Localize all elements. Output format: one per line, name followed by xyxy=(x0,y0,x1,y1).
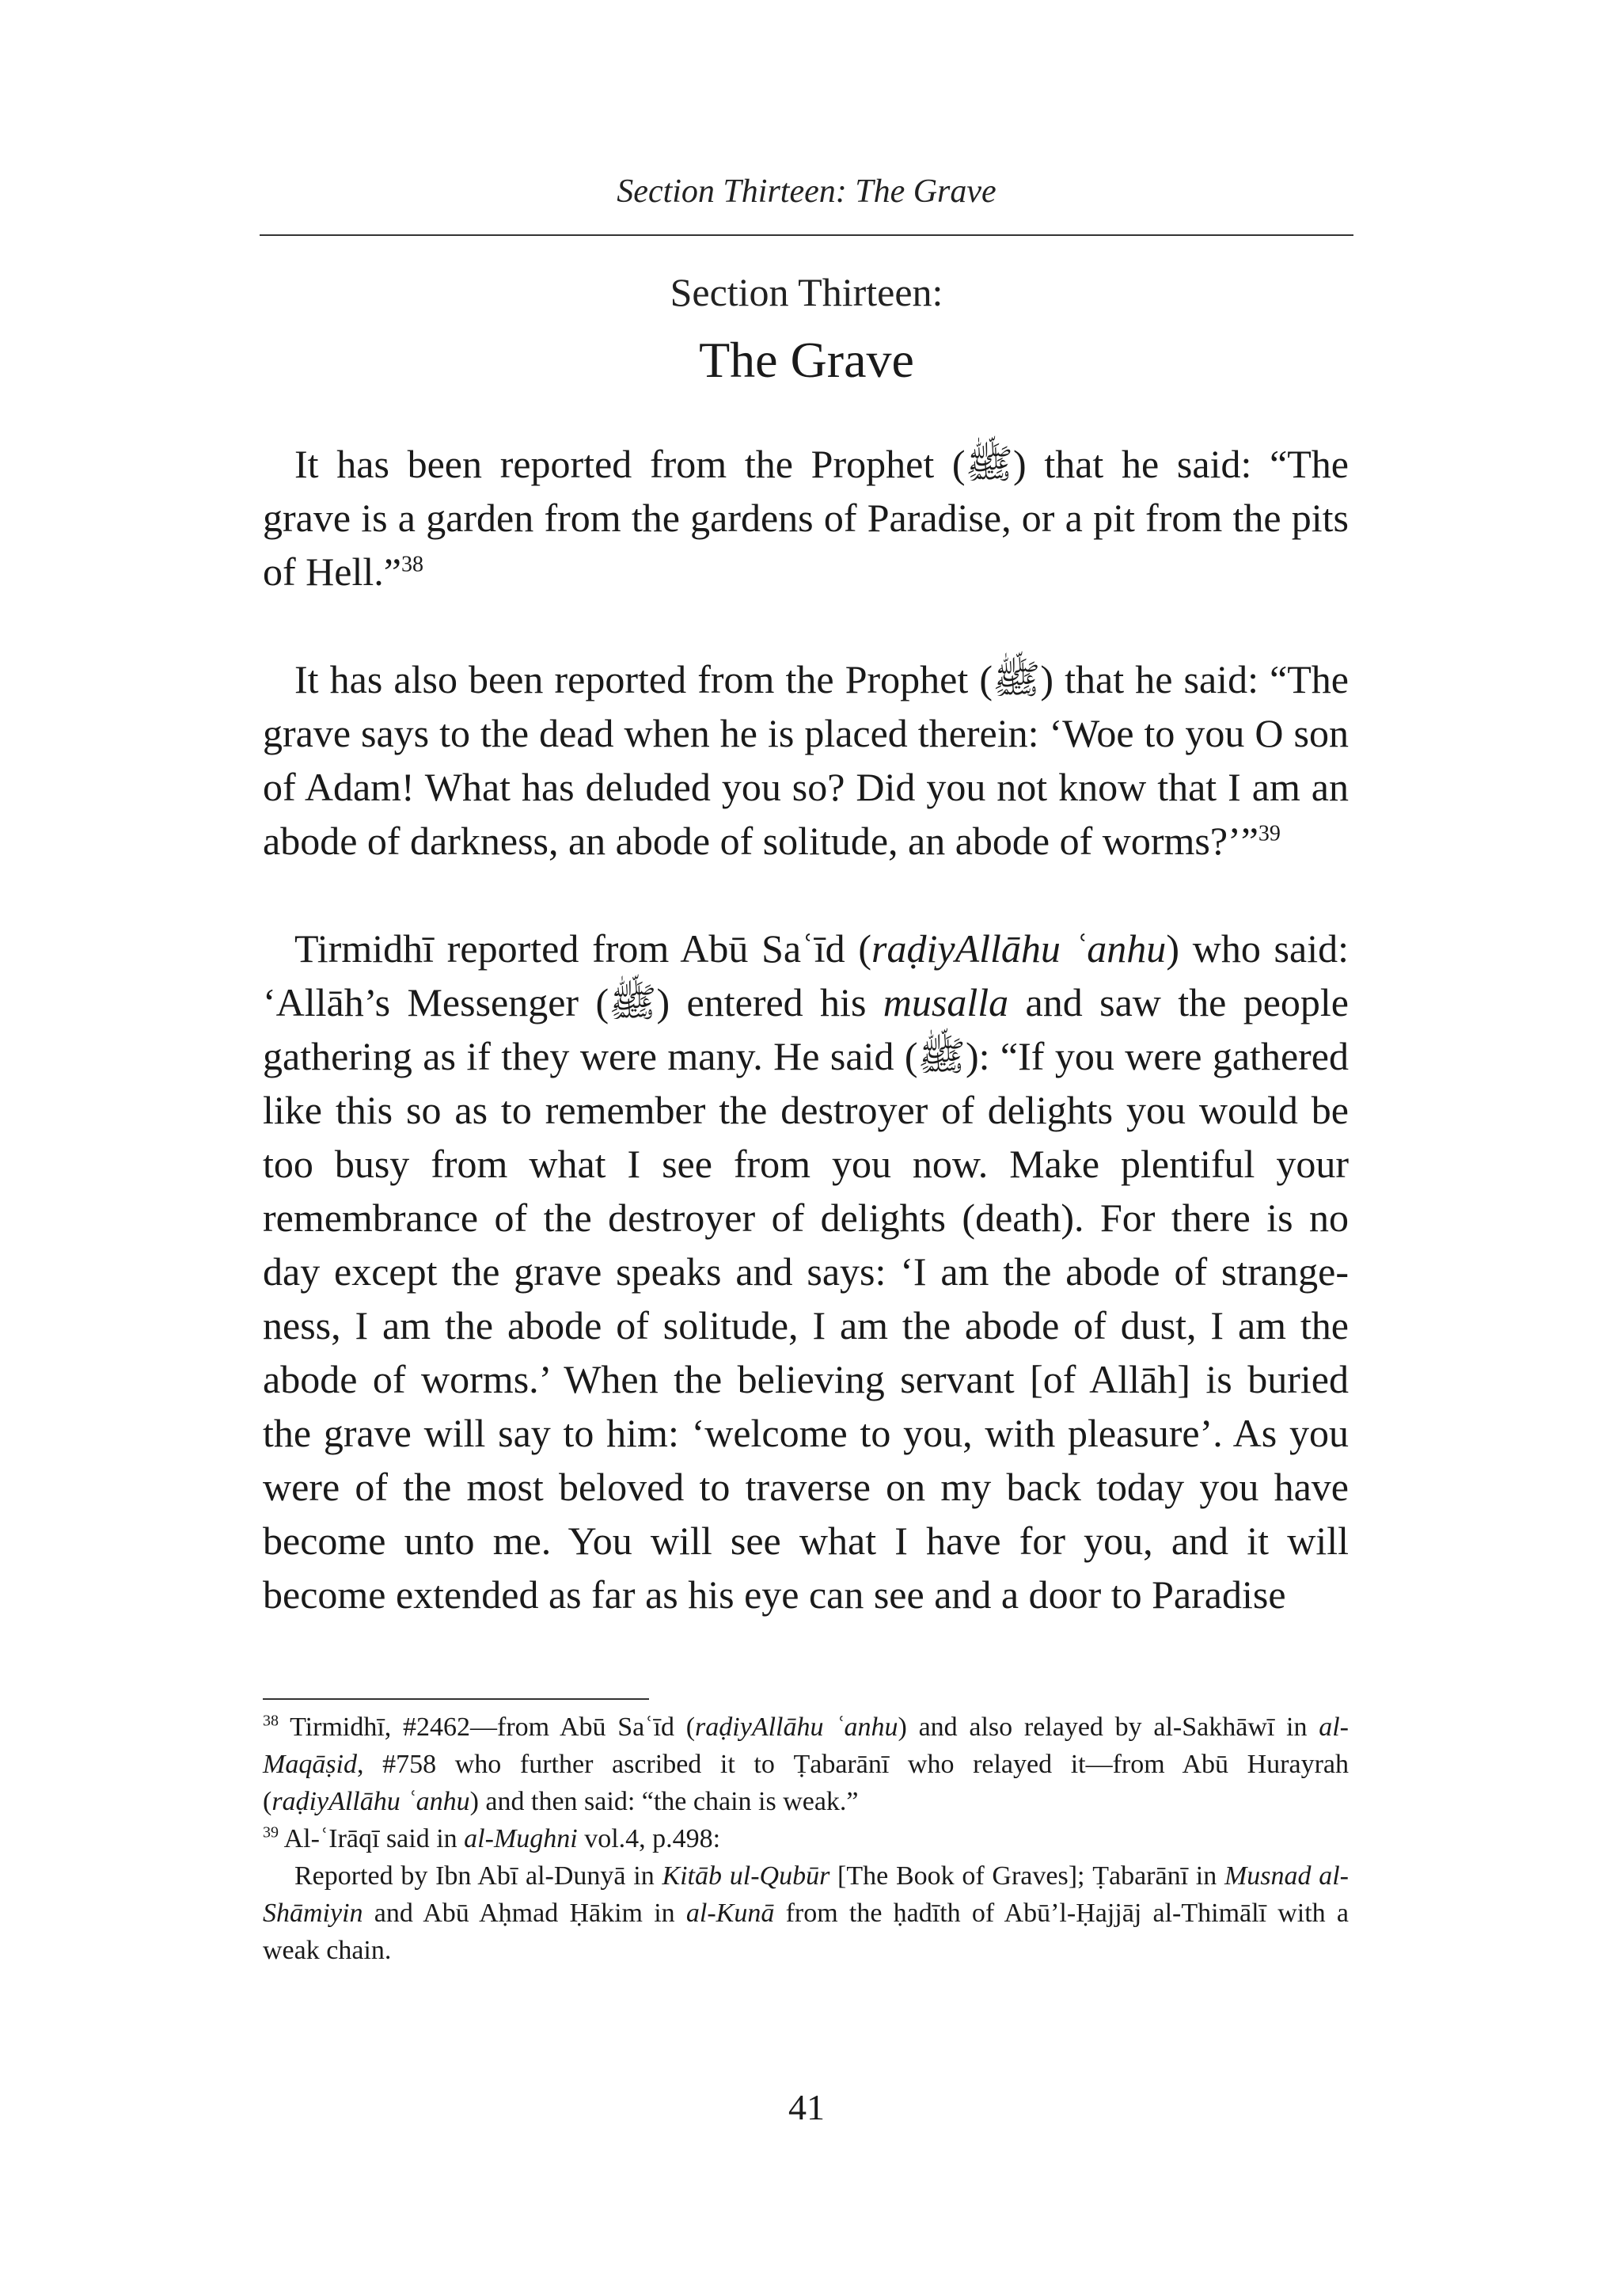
footnote-38-mark: 38 xyxy=(263,1712,279,1730)
section-label: Section Thirteen: xyxy=(670,270,943,314)
running-head: Section Thirteen: The Grave xyxy=(617,173,997,210)
footnote-39-continued xyxy=(263,1857,1349,1969)
footnotes xyxy=(263,1709,1349,1969)
footnote-39b-book-title-1: Kitāb ul-Qubūr xyxy=(662,1861,830,1891)
footnote-38-text-e: , #758 who further ascribed it to Ṭabarānī who relayed it—from Abū Hurayrah ( xyxy=(263,1750,1349,1816)
footnote-39-book-title: al-Mughni xyxy=(464,1824,578,1853)
footnote-38-honorific-1: raḍiyAllāhu ʿanhu xyxy=(695,1712,898,1742)
header-rule xyxy=(260,234,1353,236)
paragraph-3-text-c: and saw the people gathering as if they were many. He said (ﷺ): “If you were gathered like this so as to remember the destroyer of delights you would be too busy from what I see from you now. Make plentiful your remembrance of the destroyer of delights (death). For there is no day except the grave speaks and says: ‘I am the abode of strange-ness, I am the abode of solitude, I am the abode of dust, I am the abode of worms.’ When the believing servant [of Allāh] is buried the grave will say to him: ‘welcome to you, with pleasure’. As you were of the most beloved to traverse on my back today you have become unto me. You will see what I have for you, and it will become extended as far as his eye can see and a door to Paradise xyxy=(263,980,1350,1617)
footnote-rule xyxy=(263,1698,649,1700)
footnote-39b-book-title-2: Musnad al-Shāmiyin xyxy=(263,1861,1349,1928)
footnote-39b-text-e: and Abū Aḥmad Ḥākim in xyxy=(363,1899,686,1928)
paragraph-3-text-a: Tirmidhī reported from Abū Saʿīd ( xyxy=(294,926,872,971)
footnote-39-text-a: Al-ʿIrāqī said in xyxy=(279,1824,465,1853)
body-text xyxy=(263,437,1349,1621)
paragraph-2 xyxy=(263,652,1349,868)
footnote-38-book-title: al-Maqāṣid xyxy=(263,1712,1349,1779)
paragraph-3-honorific: raḍiyAllāhu ʿanhu xyxy=(871,926,1167,971)
footnote-39b-text-c: [The Book of Graves]; Ṭabarānī in xyxy=(829,1861,1224,1891)
paragraph-3-term-musalla: musalla xyxy=(883,980,1009,1024)
section-title: The Grave xyxy=(699,332,914,388)
footnote-ref-39: 39 xyxy=(1258,821,1281,846)
footnote-39-text-c: vol.4, p.498: xyxy=(577,1824,721,1853)
footnote-39-mark: 39 xyxy=(263,1823,279,1842)
footnote-38-honorific-2: raḍiyAllāhu ʿanhu xyxy=(271,1787,470,1816)
footnote-39b-text-g: from the ḥadīth of Abū’l-Ḥajjāj al-Thimālī with a weak chain. xyxy=(263,1899,1349,1965)
paragraph-1-text: It has been reported from the Prophet (ﷺ) that he said: “The grave is a garden from the gardens of Paradise, or a pit from the pits of Hell.” xyxy=(263,442,1349,594)
paragraph-3-text-b: ) who said: ‘Allāh’s Messenger (ﷺ) entered his xyxy=(263,926,1349,1024)
paragraph-3 xyxy=(263,922,1349,1621)
paragraph-1 xyxy=(263,437,1349,599)
footnote-38-text-a: Tirmidhī, #2462—from Abū Saʿīd ( xyxy=(279,1712,696,1742)
footnote-ref-38: 38 xyxy=(401,552,423,577)
footnote-39b-book-title-3: al-Kunā xyxy=(685,1899,775,1928)
footnote-38-text-g: ) and then said: “the chain is weak.” xyxy=(469,1787,859,1816)
footnote-39 xyxy=(263,1820,1349,1857)
footnote-38-text-c: ) and also relayed by al-Sakhāwī in xyxy=(898,1712,1319,1742)
footnote-38 xyxy=(263,1709,1349,1820)
page-number: 41 xyxy=(788,2087,825,2127)
footnote-39b-text-a: Reported by Ibn Abī al-Dunyā in xyxy=(294,1861,662,1891)
paragraph-2-text: It has also been reported from the Prophet (ﷺ) that he said: “The grave says to the dead when he is placed therein: ‘Woe to you O son of Adam! What has deluded you so? Did you not know that I am an abode of darkness, an abode of solitude, an abode of worms?’” xyxy=(263,657,1349,863)
